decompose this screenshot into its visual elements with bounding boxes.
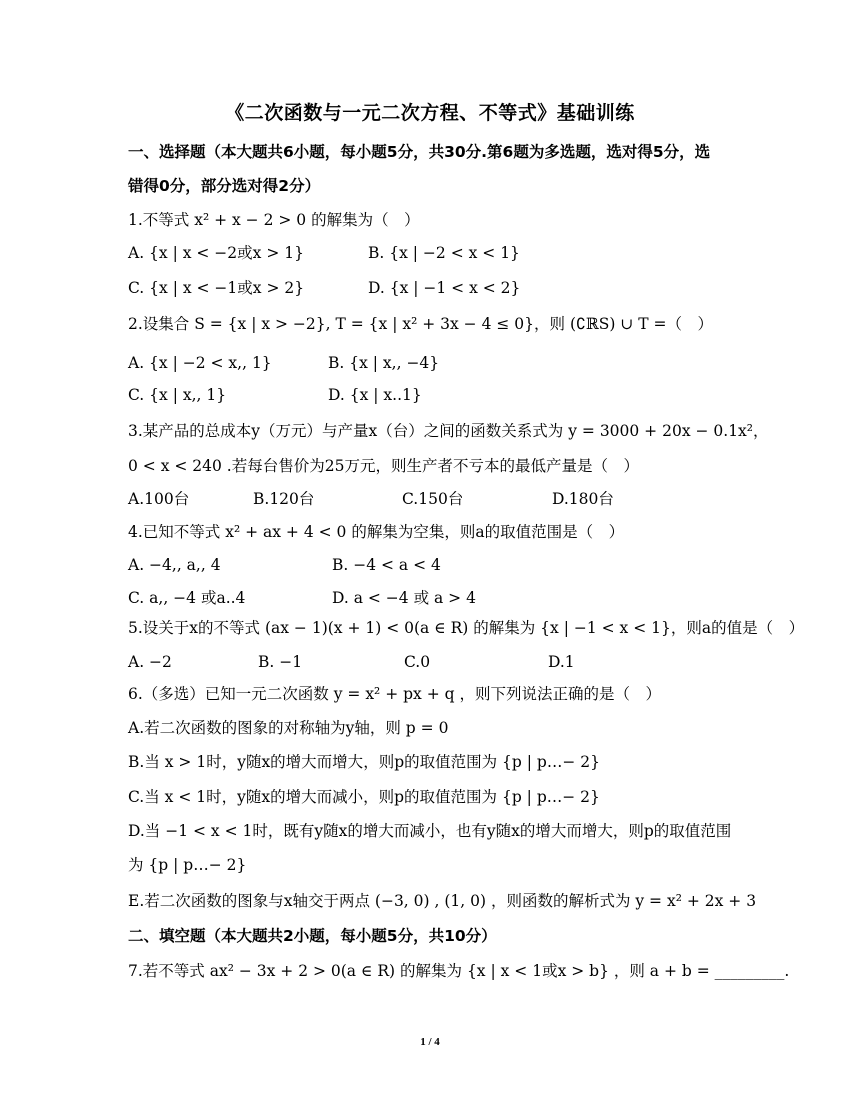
q6-option-a: A.若二次函数的图象的对称轴为y轴，则 p = 0 [128,719,449,737]
q3-option-d: D.180台 [552,490,614,508]
q5-option-a: A. −2 [128,653,172,671]
q4-option-d: D. a < −4 或 a > 4 [332,589,476,607]
q3-option-b: B.120台 [253,490,315,508]
q5-option-b: B. −1 [258,653,303,671]
q6-option-d-line2: 为 {p | p…− 2} [128,856,247,874]
q5-option-c: C.0 [404,653,431,671]
q2-option-a: A. {x | −2 < x,, 1} [128,354,272,372]
q1-options-row2 [128,278,521,298]
q6-stem: 6.（多选）已知一元二次函数 y = x² + px + q ，则下列说法正确的是（ ） [128,685,661,703]
section1-heading-line2: 错得0分，部分选对得2分） [128,177,321,195]
q4-options-row1 [128,555,441,575]
q2-stem: 2.设集合 S = {x | x > −2}, T = {x | x² + 3x − 4 ≤ 0}，则 (∁ℝS) ∪ T =（ ） [128,315,714,333]
q7-stem: 7.若不等式 ax² − 3x + 2 > 0(a ∈ R) 的解集为 {x | x < 1或x > b} ，则 a + b = _________. [128,962,790,980]
q2-options-row1 [128,353,440,373]
section1-heading-line1: 一、选择题（本大题共6小题，每小题5分，共30分.第6题为多选题，选对得5分，选 [128,143,711,161]
q1-option-b: B. {x | −2 < x < 1} [368,244,520,262]
q2-option-c: C. {x | x,, 1} [128,386,227,404]
q6-option-d-line1: D.当 −1 < x < 1时，既有y随x的增大而减小，也有y随x的增大而增大，则p的取值范围 [128,822,732,840]
q3-options-row [128,489,614,509]
q6-option-e: E.若二次函数的图象与x轴交于两点 (−3, 0) , (1, 0) ，则函数的解析式为 y = x² + 2x + 3 [128,892,757,910]
page-title: 《二次函数与一元二次方程、不等式》基础训练 [225,102,635,124]
q5-stem: 5.设关于x的不等式 (ax − 1)(x + 1) < 0(a ∈ R) 的解集为 {x | −1 < x < 1}，则a的值是（ ） [128,619,805,637]
q3-option-c: C.150台 [402,490,464,508]
q2-options-row2 [128,385,422,405]
q6-option-b: B.当 x > 1时，y随x的增大而增大，则p的取值范围为 {p | p…− 2} [128,753,600,771]
q5-options-row [128,652,575,672]
q4-option-a: A. −4,, a,, 4 [128,556,221,574]
q2-option-b: B. {x | x,, −4} [328,354,440,372]
q1-option-a: A. {x | x < −2或x > 1} [128,244,304,262]
q4-options-row2 [128,588,476,608]
q4-option-b: B. −4 < a < 4 [332,556,441,574]
q4-stem: 4.已知不等式 x² + ax + 4 < 0 的解集为空集，则a的取值范围是（ ） [128,523,625,541]
q1-stem: 1.不等式 x² + x − 2 > 0 的解集为（ ） [128,211,420,229]
q3-option-a: A.100台 [128,490,190,508]
q1-options-row1 [128,243,520,263]
q1-option-d: D. {x | −1 < x < 2} [368,279,521,297]
section2-heading: 二、填空题（本大题共2小题，每小题5分，共10分） [128,927,497,945]
page-number: 1 / 4 [420,1036,440,1048]
q6-option-c: C.当 x < 1时，y随x的增大而减小，则p的取值范围为 {p | p…− 2} [128,788,600,806]
q3-stem-line1: 3.某产品的总成本y（万元）与产量x（台）之间的函数关系式为 y = 3000 + 20x − 0.1x²， [128,422,769,440]
q1-option-c: C. {x | x < −1或x > 2} [128,279,305,297]
q2-option-d: D. {x | x..1} [328,386,422,404]
q5-option-d: D.1 [548,653,575,671]
q3-stem-line2: 0 < x < 240 .若每台售价为25万元，则生产者不亏本的最低产量是（ ） [128,457,639,475]
q4-option-c: C. a,, −4 或a..4 [128,589,246,607]
